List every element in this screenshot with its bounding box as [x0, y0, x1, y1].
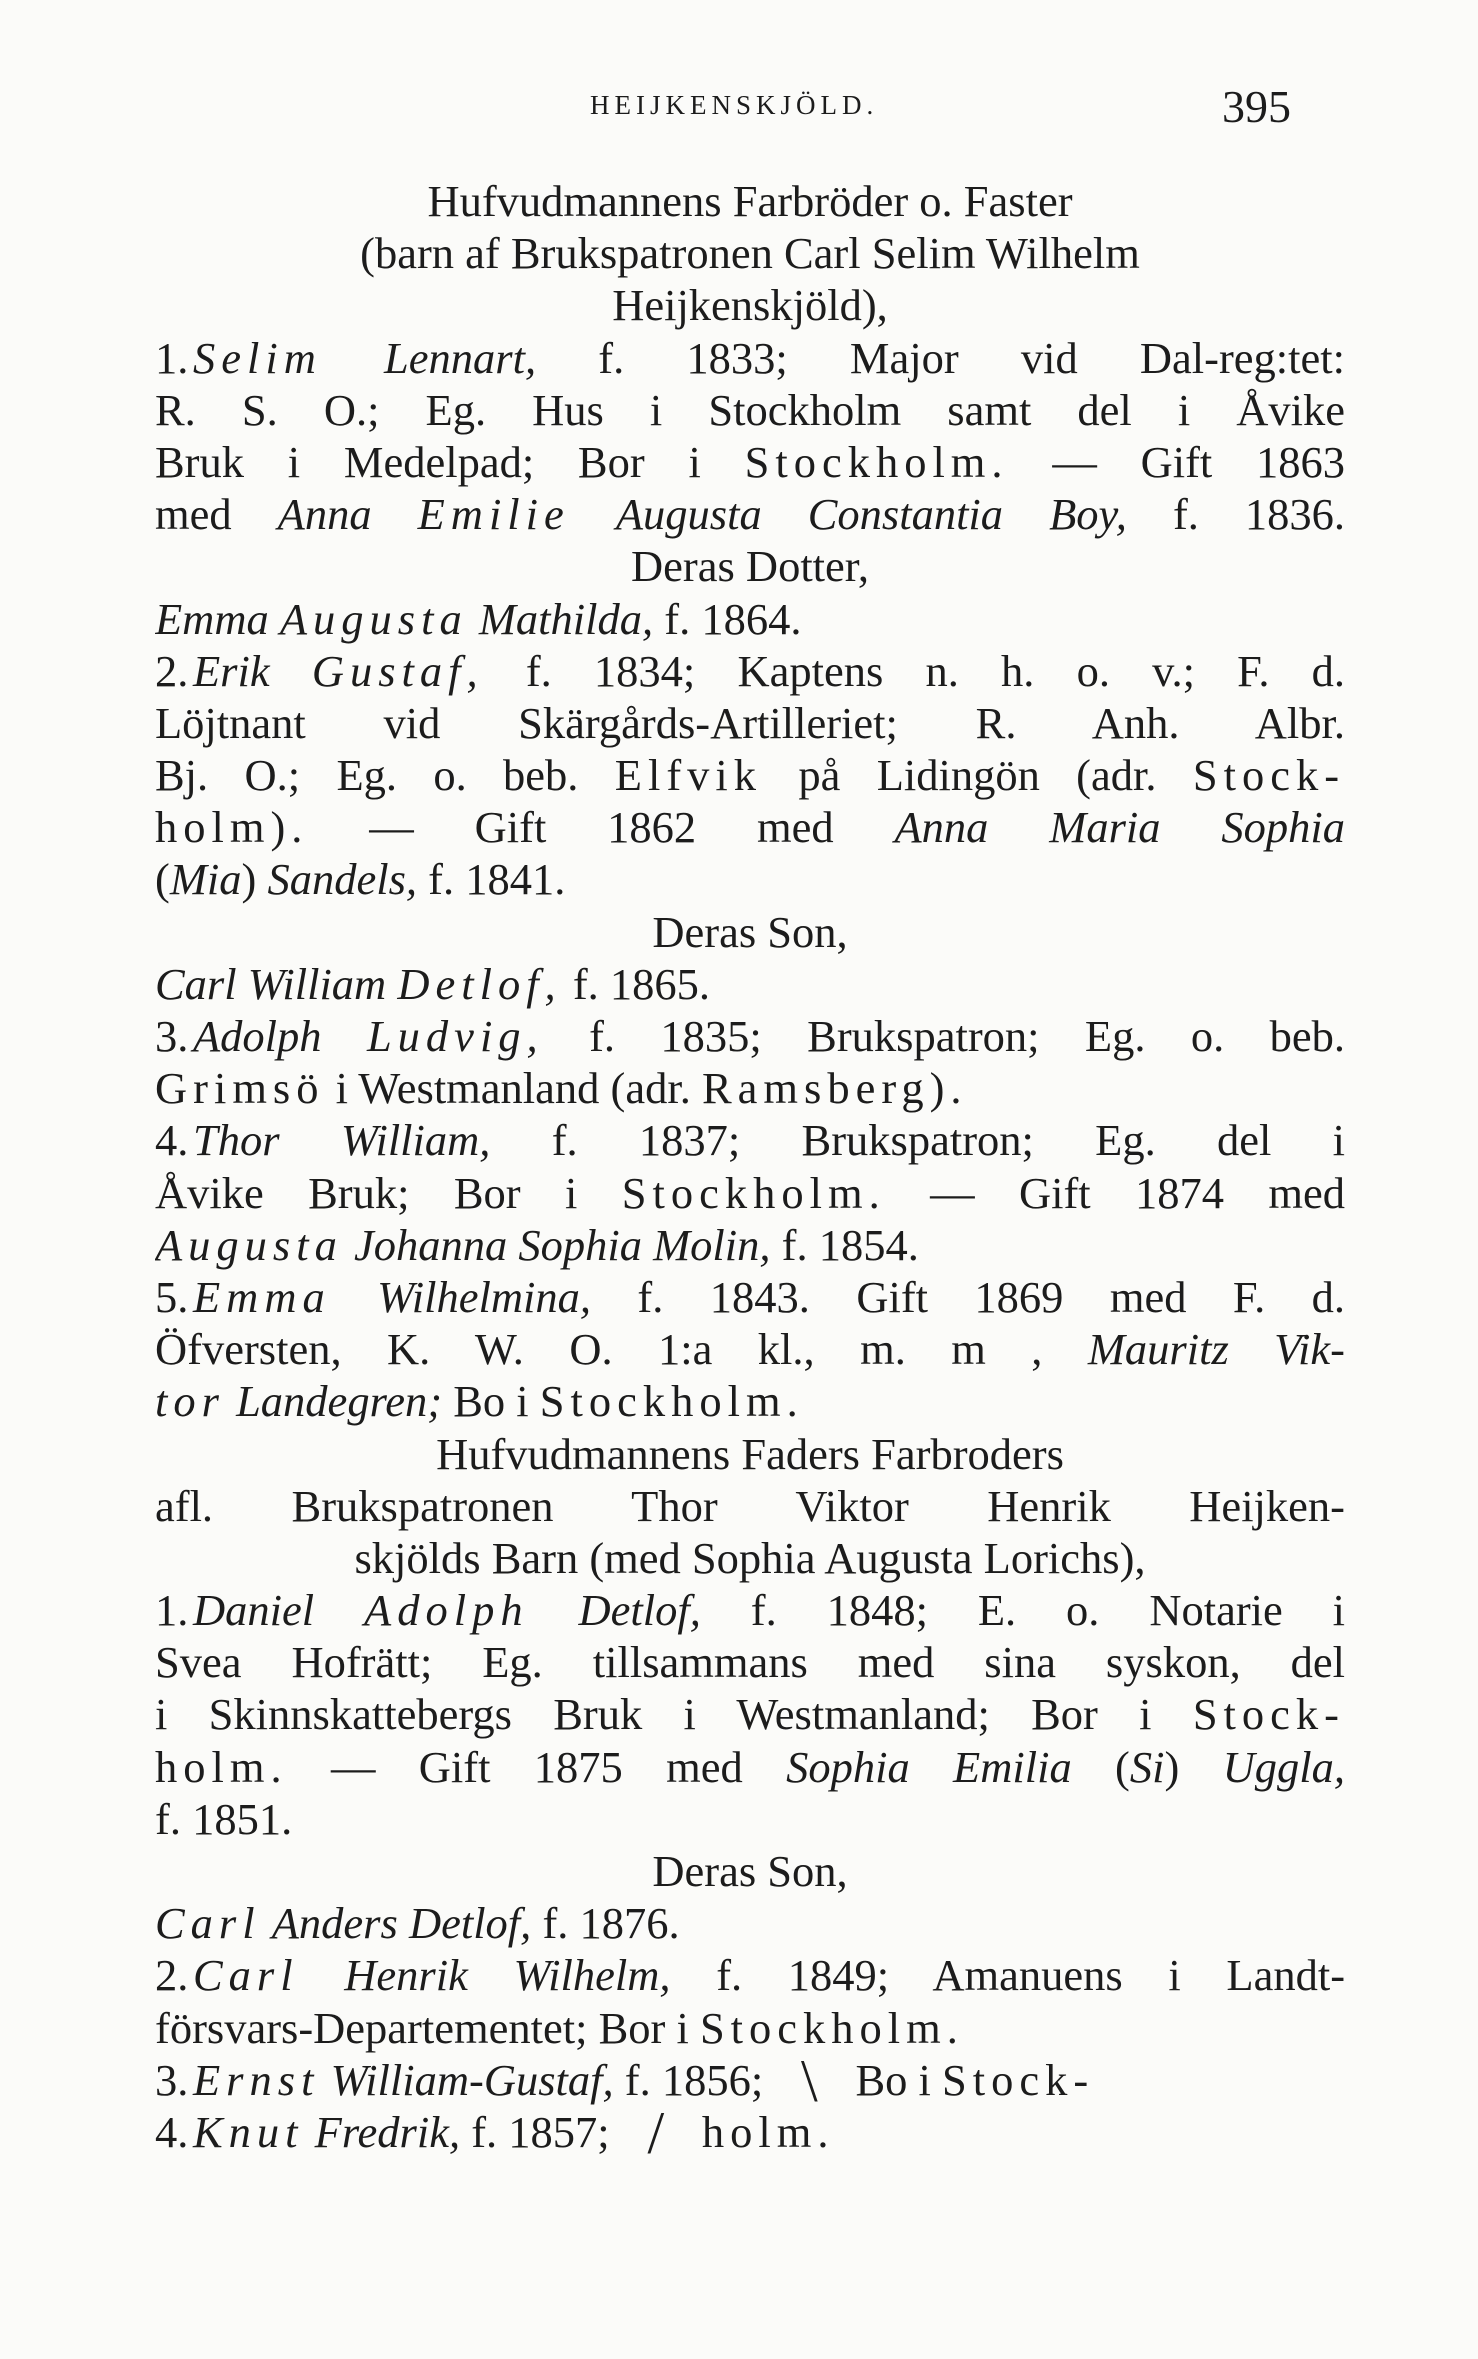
entry-line: 4. Thor William, f. 1837; Brukspatron; Eg. del i: [155, 1115, 1345, 1166]
entry-line: Svea Hofrätt; Eg. tillsammans med sina syskon, del: [155, 1637, 1345, 1688]
entry-line: Öfversten, K. W. O. 1:a kl., m. m , Mauritz Vik-: [155, 1324, 1345, 1375]
section-heading: skjölds Barn (med Sophia Augusta Lorichs),: [354, 1532, 1146, 1583]
entry-line: försvars-Departementet; Bor i Stockholm.: [155, 2002, 964, 2053]
section-heading: afl. Brukspatronen Thor Viktor Henrik Heijken-: [155, 1480, 1345, 1531]
entry-line: 2. Erik Gustaf, f. 1834; Kaptens n. h. o. v.; F. d.: [155, 645, 1345, 696]
running-title: HEIJKENSKJÖLD.: [590, 90, 879, 120]
entry-line: 5. Emma Wilhelmina, f. 1843. Gift 1869 med F. d.: [155, 1271, 1345, 1322]
entry-line: f. 1851.: [155, 1793, 293, 1844]
page-header: [0, 80, 1478, 140]
entry-line: 2. Carl Henrik Wilhelm, f. 1849; Amanuens i Landt-: [155, 1950, 1345, 2001]
entry-line: med Anna Emilie Augusta Constantia Boy, f. 1836.: [155, 489, 1345, 540]
section-heading: (barn af Brukspatronen Carl Selim Wilhelm: [360, 228, 1140, 279]
entry-line: 1. Daniel Adolph Detlof, f. 1848; E. o. Notarie i: [155, 1585, 1345, 1636]
entry-line: Bruk i Medelpad; Bor i Stockholm. — Gift 1863: [155, 436, 1345, 487]
brace-top: \: [801, 2053, 818, 2106]
brace-bottom: /: [647, 2105, 665, 2159]
entry-line: Åvike Bruk; Bor i Stockholm. — Gift 1874 med: [155, 1167, 1345, 1218]
entry-line: 4. Knut Fredrik, f. 1857; / holm.: [155, 2105, 835, 2159]
entry-line: 1. Selim Lennart, f. 1833; Major vid Dal-reg:tet:: [155, 332, 1345, 383]
genealogy-text: [155, 175, 1345, 2158]
entry-line: tor Landegren; Bo i Stockholm.: [155, 1376, 804, 1427]
section-heading: Hufvudmannens Farbröder o. Faster: [427, 176, 1073, 226]
entry-line: Löjtnant vid Skärgårds-Artilleriet; R. Anh. Albr.: [155, 697, 1345, 748]
entry-line: R. S. O.; Eg. Hus i Stockholm samt del i Åvike: [155, 384, 1345, 435]
entry-line: i Skinnskattebergs Bruk i Westmanland; Bor i Stock-: [155, 1689, 1345, 1740]
section-heading: Heijkenskjöld),: [612, 280, 888, 331]
page-number: 395: [1222, 81, 1291, 132]
entry-line: Carl Anders Detlof, f. 1876.: [155, 1898, 680, 1949]
entry-line: (Mia) Sandels, f. 1841.: [155, 854, 566, 905]
entry-line: holm). — Gift 1862 med Anna Maria Sophia: [155, 802, 1345, 853]
subheading: Deras Son,: [652, 1846, 848, 1896]
entry-line: Bj. O.; Eg. o. beb. Elfvik på Lidingön (adr. Stock-: [155, 750, 1345, 801]
subheading: Deras Son,: [652, 906, 848, 957]
entry-line: Emma Augusta Mathilda, f. 1864.: [155, 593, 802, 644]
entry-line: Augusta Johanna Sophia Molin, f. 1854.: [155, 1219, 919, 1270]
subheading: Deras Dotter,: [631, 541, 869, 592]
entry-line: holm. — Gift 1875 med Sophia Emilia (Si) Uggla,: [155, 1741, 1345, 1792]
section-heading: Hufvudmannens Faders Farbroders: [436, 1428, 1064, 1479]
entry-line: 3. Adolph Ludvig, f. 1835; Brukspatron; Eg. o. beb.: [155, 1011, 1345, 1061]
entry-line: Carl William Detlof, f. 1865.: [155, 958, 711, 1009]
entry-line: 3. Ernst William-Gustaf, f. 1856; \ Bo i Stock-: [155, 2053, 1095, 2106]
entry-line: Grimsö i Westmanland (adr. Ramsberg).: [155, 1063, 968, 1114]
